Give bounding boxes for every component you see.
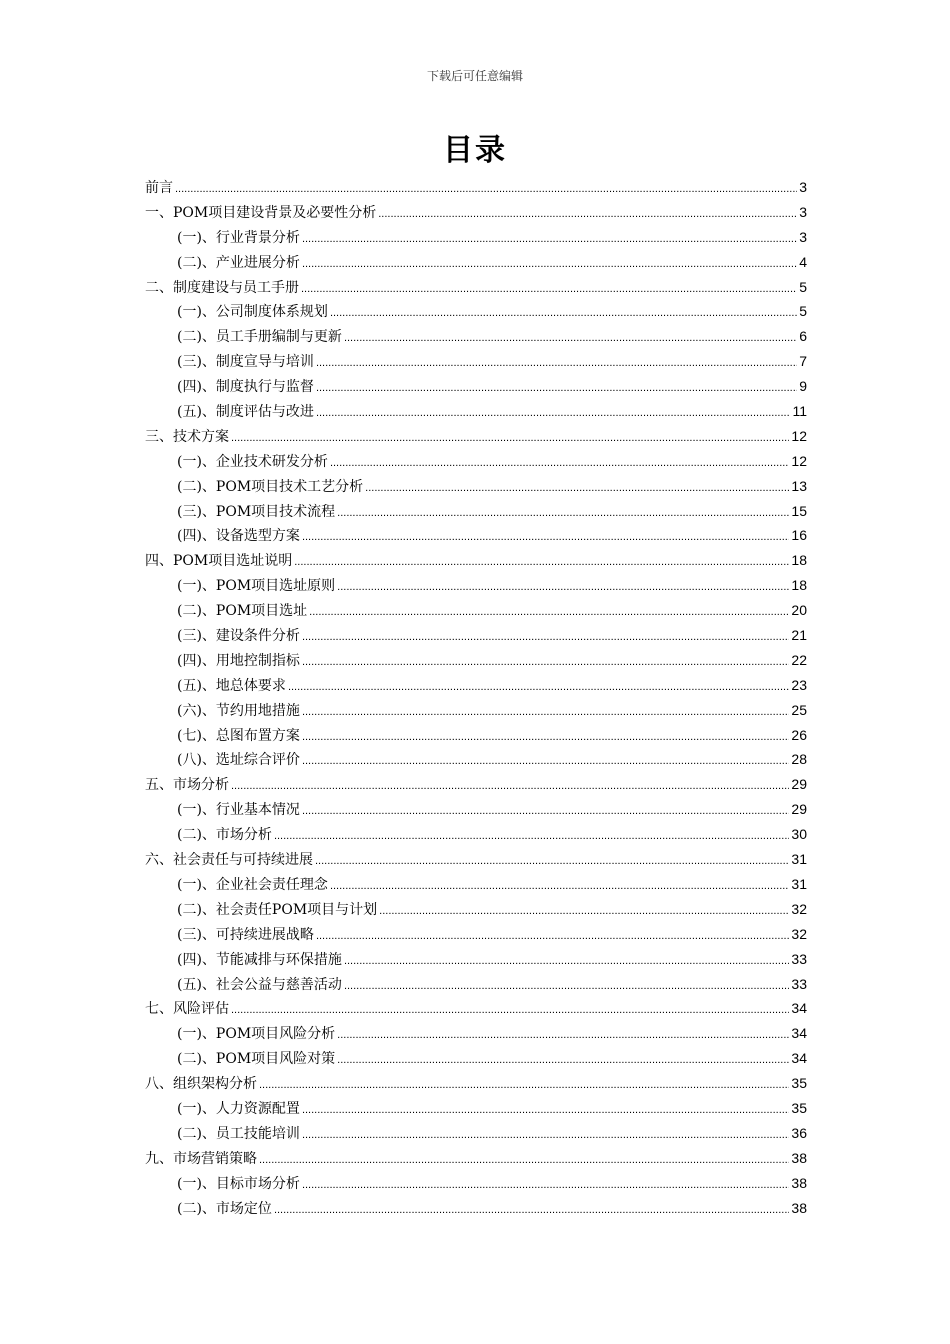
toc-entry-label: 一、POM项目建设背景及必要性分析	[145, 204, 377, 221]
toc-entry-page-number: 29	[791, 776, 807, 793]
toc-entry-page-number: 7	[799, 353, 807, 370]
toc-entry-page-number: 3	[799, 203, 807, 220]
toc-entry-page-number: 35	[791, 1099, 807, 1116]
toc-dot-leader	[316, 376, 797, 401]
toc-dot-leader	[302, 227, 797, 252]
toc-entry[interactable]	[145, 200, 807, 225]
toc-entry[interactable]	[145, 872, 807, 897]
toc-entry-label: 四、POM项目选址说明	[145, 553, 293, 570]
toc-entry-page-number: 30	[791, 826, 807, 843]
toc-entry[interactable]	[145, 698, 807, 723]
toc-dot-leader	[175, 177, 797, 202]
toc-entry-label: (一)、公司制度体系规划	[177, 304, 328, 321]
toc-dot-leader	[274, 824, 789, 849]
toc-entry[interactable]	[145, 648, 807, 673]
toc-entry[interactable]	[145, 673, 807, 698]
toc-dot-leader	[302, 650, 789, 675]
toc-entry-label: (一)、行业背景分析	[177, 229, 300, 246]
toc-dot-leader	[316, 924, 789, 949]
toc-entry-label: (八)、选址综合评价	[177, 752, 300, 769]
toc-entry-page-number: 15	[791, 502, 807, 519]
toc-dot-leader	[316, 401, 791, 426]
toc-entry-label: (二)、员工技能培训	[177, 1125, 300, 1142]
toc-entry-page-number: 22	[791, 651, 807, 668]
toc-entry-label: (二)、POM项目技术工艺分析	[177, 478, 364, 495]
toc-dot-leader	[302, 725, 789, 750]
toc-entry-page-number: 35	[791, 1075, 807, 1092]
toc-entry[interactable]	[145, 897, 807, 922]
toc-entry-page-number: 25	[791, 701, 807, 718]
toc-entry[interactable]	[145, 1071, 807, 1096]
toc-dot-leader	[378, 202, 797, 227]
toc-entry[interactable]	[145, 499, 807, 524]
toc-entry[interactable]	[145, 1196, 807, 1221]
toc-dot-leader	[231, 998, 789, 1023]
toc-entry[interactable]	[145, 573, 807, 598]
toc-entry-page-number: 38	[791, 1149, 807, 1166]
toc-entry[interactable]	[145, 1096, 807, 1121]
toc-entry[interactable]	[145, 847, 807, 872]
toc-entry[interactable]	[145, 922, 807, 947]
toc-entry-label: (六)、节约用地措施	[177, 702, 300, 719]
toc-entry-page-number: 18	[791, 577, 807, 594]
toc-entry[interactable]	[145, 523, 807, 548]
toc-entry-label: 七、风险评估	[145, 1001, 229, 1018]
toc-entry-label: (五)、制度评估与改进	[177, 404, 314, 421]
toc-entry[interactable]	[145, 996, 807, 1021]
page-header: 下载后可任意编辑	[426, 69, 523, 83]
table-of-contents	[145, 175, 807, 1220]
toc-entry-label: (三)、POM项目技术流程	[177, 503, 336, 520]
toc-entry-page-number: 34	[791, 1050, 807, 1067]
toc-entry[interactable]	[145, 449, 807, 474]
toc-entry-page-number: 31	[791, 851, 807, 868]
toc-entry[interactable]	[145, 972, 807, 997]
toc-entry[interactable]	[145, 797, 807, 822]
toc-entry-page-number: 33	[791, 950, 807, 967]
toc-entry-page-number: 5	[799, 303, 807, 320]
toc-entry-page-number: 9	[799, 378, 807, 395]
toc-entry[interactable]	[145, 349, 807, 374]
toc-entry[interactable]	[145, 225, 807, 250]
toc-dot-leader	[330, 301, 797, 326]
toc-dot-leader	[344, 949, 789, 974]
toc-entry-page-number: 32	[791, 925, 807, 942]
toc-entry-label: (五)、地总体要求	[177, 677, 286, 694]
toc-entry-label: (一)、POM项目选址原则	[177, 578, 336, 595]
toc-entry-label: (二)、社会责任POM项目与计划	[177, 901, 378, 918]
toc-dot-leader	[259, 1073, 789, 1098]
toc-dot-leader	[274, 1198, 789, 1223]
toc-entry[interactable]	[145, 1121, 807, 1146]
toc-entry-page-number: 33	[791, 975, 807, 992]
toc-entry-label: 前言	[145, 180, 173, 196]
toc-entry-label: (五)、社会公益与慈善活动	[177, 976, 342, 993]
toc-entry-label: (二)、市场分析	[177, 827, 272, 844]
toc-entry-label: (四)、节能减排与环保措施	[177, 951, 342, 968]
toc-entry[interactable]	[145, 299, 807, 324]
toc-dot-leader	[302, 1098, 789, 1123]
toc-entry-page-number: 29	[791, 801, 807, 818]
toc-entry-label: (一)、行业基本情况	[177, 802, 300, 819]
toc-entry[interactable]	[145, 1171, 807, 1196]
toc-entry-label: 九、市场营销策略	[145, 1150, 257, 1167]
toc-entry-page-number: 16	[791, 527, 807, 544]
toc-entry[interactable]	[145, 723, 807, 748]
toc-dot-leader	[330, 874, 789, 899]
toc-dot-leader	[337, 575, 789, 600]
toc-entry-label: 八、组织架构分析	[145, 1076, 257, 1093]
toc-entry-label: (三)、建设条件分析	[177, 628, 300, 645]
toc-entry-page-number: 21	[791, 627, 807, 644]
toc-dot-leader	[379, 899, 789, 924]
toc-entry-label: 二、制度建设与员工手册	[145, 279, 299, 296]
toc-entry[interactable]	[145, 598, 807, 623]
toc-dot-leader	[316, 351, 797, 376]
toc-entry[interactable]	[145, 250, 807, 275]
toc-entry-page-number: 32	[791, 900, 807, 917]
toc-entry-label: (七)、总图布置方案	[177, 727, 300, 744]
toc-entry-page-number: 34	[791, 1000, 807, 1017]
toc-entry-label: (一)、企业技术研发分析	[177, 453, 328, 470]
toc-dot-leader	[337, 1023, 789, 1048]
toc-entry-label: (二)、POM项目选址	[177, 603, 308, 620]
toc-entry[interactable]	[145, 424, 807, 449]
toc-dot-leader	[294, 550, 789, 575]
toc-dot-leader	[301, 277, 797, 302]
toc-dot-leader	[344, 974, 789, 999]
toc-dot-leader	[288, 675, 789, 700]
toc-dot-leader	[344, 326, 797, 351]
toc-dot-leader	[259, 1148, 789, 1173]
toc-dot-leader	[315, 849, 789, 874]
toc-dot-leader	[302, 525, 789, 550]
toc-entry-page-number: 36	[791, 1124, 807, 1141]
toc-entry-label: (三)、制度宣导与培训	[177, 354, 314, 371]
toc-entry-label: 三、技术方案	[145, 428, 229, 445]
toc-entry-page-number: 18	[791, 552, 807, 569]
toc-entry[interactable]	[145, 374, 807, 399]
toc-entry-label: (一)、目标市场分析	[177, 1175, 300, 1192]
toc-entry-page-number: 23	[791, 676, 807, 693]
toc-entry[interactable]	[145, 324, 807, 349]
toc-entry-label: (四)、用地控制指标	[177, 652, 300, 669]
toc-entry-page-number: 3	[799, 228, 807, 245]
toc-entry[interactable]	[145, 772, 807, 797]
toc-dot-leader	[302, 1173, 789, 1198]
toc-entry-page-number: 12	[791, 427, 807, 444]
toc-entry-label: (四)、制度执行与监督	[177, 379, 314, 396]
toc-entry-label: (二)、产业进展分析	[177, 254, 300, 271]
toc-entry-page-number: 26	[791, 726, 807, 743]
toc-entry-page-number: 28	[791, 751, 807, 768]
toc-dot-leader	[337, 501, 789, 526]
toc-entry[interactable]	[145, 548, 807, 573]
toc-entry[interactable]	[145, 947, 807, 972]
toc-dot-leader	[302, 625, 789, 650]
toc-entry[interactable]	[145, 175, 807, 200]
toc-entry-label: 六、社会责任与可持续进展	[145, 852, 313, 869]
toc-entry-page-number: 4	[799, 253, 807, 270]
toc-entry-page-number: 5	[799, 278, 807, 295]
toc-entry-page-number: 34	[791, 1025, 807, 1042]
toc-dot-leader	[309, 600, 789, 625]
toc-entry-page-number: 11	[792, 403, 807, 420]
toc-entry-label: (一)、企业社会责任理念	[177, 876, 328, 893]
toc-entry-page-number: 38	[791, 1199, 807, 1216]
toc-entry[interactable]	[145, 275, 807, 300]
toc-dot-leader	[302, 799, 789, 824]
toc-entry-page-number: 38	[791, 1174, 807, 1191]
toc-dot-leader	[302, 1123, 789, 1148]
toc-entry-label: (二)、员工手册编制与更新	[177, 329, 342, 346]
toc-entry[interactable]	[145, 1146, 807, 1171]
toc-dot-leader	[231, 774, 789, 799]
toc-entry[interactable]	[145, 822, 807, 847]
toc-entry-page-number: 12	[791, 452, 807, 469]
toc-entry-label: (一)、人力资源配置	[177, 1100, 300, 1117]
toc-entry-page-number: 6	[799, 328, 807, 345]
toc-entry[interactable]	[145, 1046, 807, 1071]
toc-dot-leader	[365, 476, 789, 501]
toc-entry-label: (二)、POM项目风险对策	[177, 1051, 336, 1068]
toc-entry-label: 五、市场分析	[145, 777, 229, 794]
toc-dot-leader	[231, 426, 789, 451]
toc-title: 目录	[443, 133, 507, 168]
toc-entry[interactable]	[145, 1021, 807, 1046]
toc-entry[interactable]	[145, 747, 807, 772]
toc-dot-leader	[302, 749, 789, 774]
toc-entry[interactable]	[145, 399, 807, 424]
toc-entry-label: (一)、POM项目风险分析	[177, 1026, 336, 1043]
toc-entry-label: (二)、市场定位	[177, 1200, 272, 1217]
toc-entry-page-number: 13	[791, 477, 807, 494]
toc-entry-label: (四)、设备选型方案	[177, 528, 300, 545]
toc-entry[interactable]	[145, 623, 807, 648]
toc-dot-leader	[302, 252, 797, 277]
toc-dot-leader	[337, 1048, 789, 1073]
toc-dot-leader	[302, 700, 789, 725]
toc-entry-page-number: 20	[791, 602, 807, 619]
toc-entry-page-number: 31	[791, 875, 807, 892]
toc-entry[interactable]	[145, 474, 807, 499]
toc-entry-label: (三)、可持续进展战略	[177, 926, 314, 943]
toc-entry-page-number: 3	[799, 179, 807, 195]
toc-dot-leader	[330, 451, 789, 476]
